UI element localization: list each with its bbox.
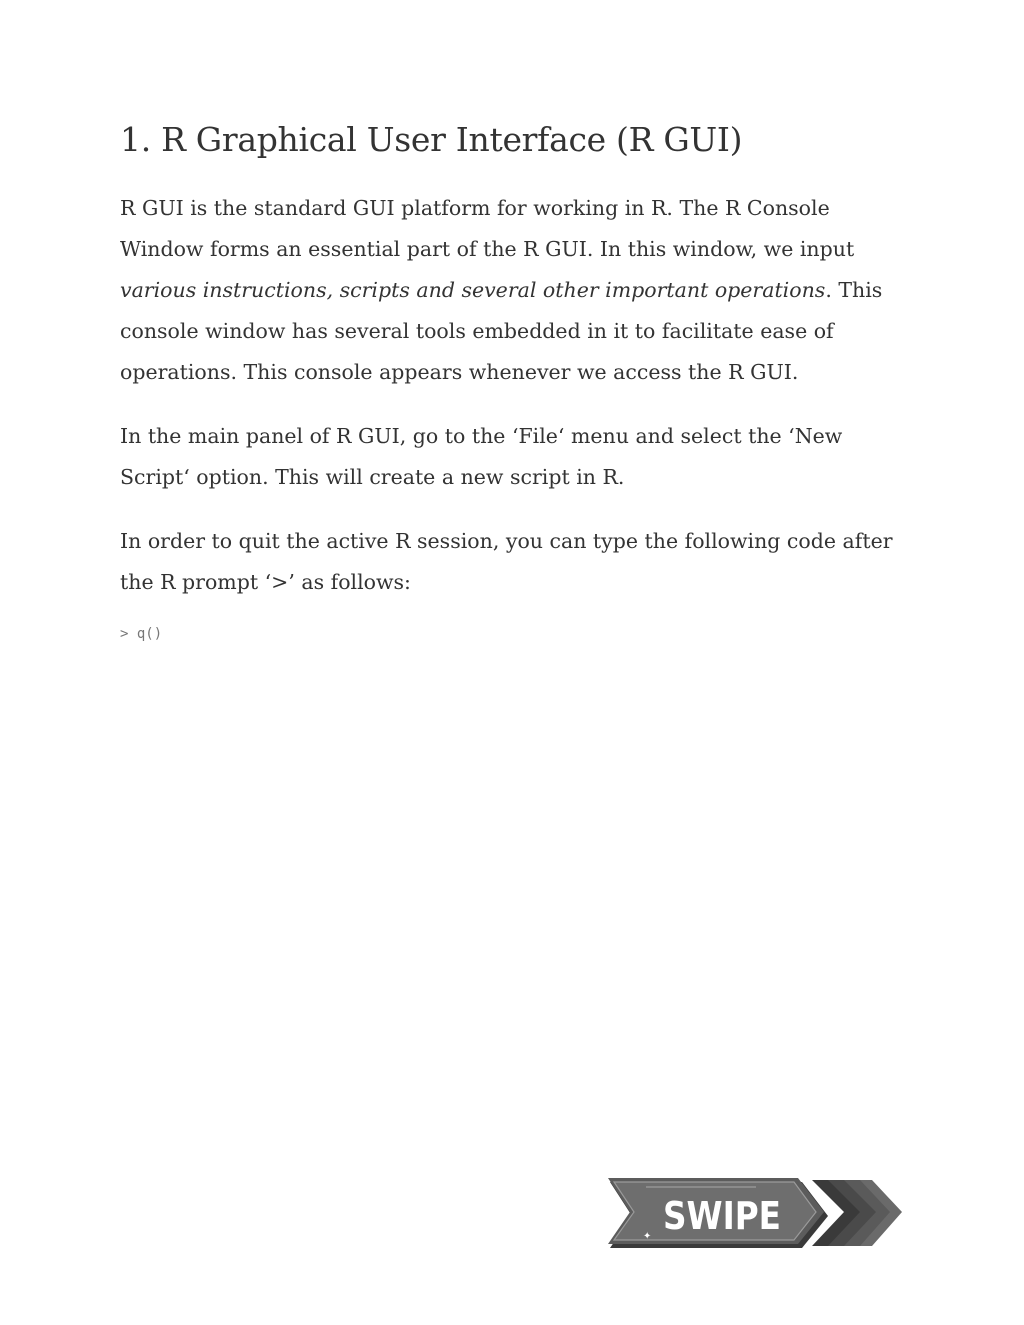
- paragraph-intro-emphasis: various instructions, scripts and several other important operations: [120, 278, 826, 302]
- page-title: 1. R Graphical User Interface (R GUI): [120, 120, 743, 159]
- code-snippet: > q(): [120, 626, 163, 642]
- swipe-sparkle-icon: ✦: [643, 1231, 652, 1242]
- paragraph-intro-text-end: . This console window has several tools embedded in it to facilitate ease of operations. This console appears whenever we access the R GUI.: [120, 278, 883, 384]
- paragraph-new-script: In the main panel of R GUI, go to the ‘File‘ menu and select the ‘New Script‘ option. This will create a new script in R.: [120, 424, 843, 489]
- paragraph-quit: In order to quit the active R session, you can type the following code after the R prompt ‘>’ as follows:: [120, 529, 893, 594]
- paragraph-intro-text: R GUI is the standard GUI platform for working in R. The R Console Window forms an essential part of the R GUI. In this window, we input: [120, 196, 855, 261]
- swipe-label: SWIPE: [663, 1194, 781, 1238]
- swipe-banner[interactable]: [606, 1176, 902, 1250]
- paragraph-intro: [120, 188, 900, 393]
- article: [120, 112, 900, 642]
